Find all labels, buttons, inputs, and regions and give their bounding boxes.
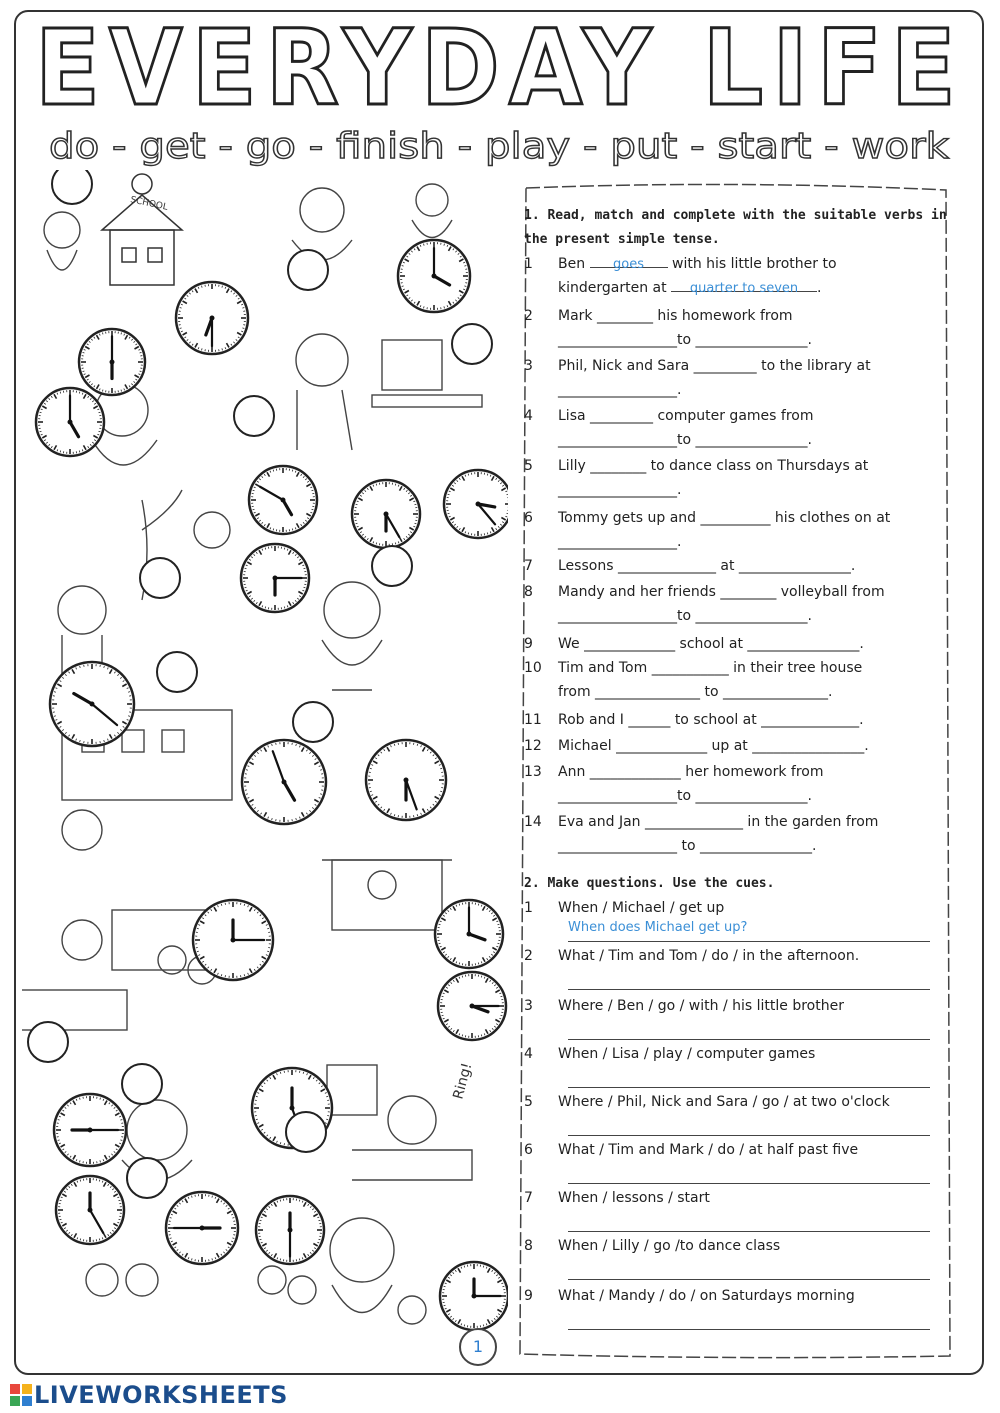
answer-field[interactable]: goes bbox=[590, 253, 668, 268]
answer-circle[interactable] bbox=[28, 1022, 68, 1062]
item-text: Lilly ________ to dance class on Thursdays at _________________. bbox=[558, 458, 869, 498]
item-number: 13 bbox=[524, 764, 542, 780]
item-text: Tim and Tom ___________ in their tree house from _______________ to _______________. bbox=[558, 660, 863, 700]
question-cue: What / Tim and Mark / do / at half past five bbox=[558, 1142, 859, 1158]
answer-line[interactable] bbox=[568, 1278, 930, 1280]
exercise-2-instruction bbox=[524, 872, 954, 896]
footer bbox=[10, 1381, 410, 1411]
clock-icon bbox=[56, 1176, 124, 1244]
item-text: Ben goes with his little brother to kindergarten at quarter to seven . bbox=[558, 252, 950, 300]
answer-line[interactable] bbox=[568, 1230, 930, 1232]
verb-list bbox=[44, 124, 954, 168]
answer-circle[interactable] bbox=[157, 652, 197, 692]
title-text: EVERYDAY LIFE bbox=[35, 12, 965, 122]
item-number: 8 bbox=[524, 584, 533, 600]
item-text: Michael _____________ up at ________________. bbox=[558, 738, 869, 754]
clock-icon bbox=[440, 1262, 508, 1330]
item-number: 5 bbox=[524, 458, 533, 474]
item-text: Tommy gets up and __________ his clothes on at _________________. bbox=[558, 510, 891, 550]
question-cue: What / Mandy / do / on Saturdays morning bbox=[558, 1288, 855, 1304]
question-cue: When / Michael / get up bbox=[558, 900, 725, 916]
illustration-area bbox=[22, 170, 508, 1362]
clock-icon bbox=[242, 740, 326, 824]
answer-circle[interactable] bbox=[288, 250, 328, 290]
item-number: 3 bbox=[524, 358, 533, 374]
answer-circle[interactable] bbox=[293, 702, 333, 742]
clock-icon bbox=[166, 1192, 238, 1264]
clock-icon bbox=[249, 466, 317, 534]
item-text: We _____________ school at ________________. bbox=[558, 636, 864, 652]
item-number: 14 bbox=[524, 814, 542, 830]
question-cue: When / Lisa / play / computer games bbox=[558, 1046, 816, 1062]
clock-icon bbox=[193, 900, 273, 980]
item-number: 9 bbox=[524, 1288, 533, 1304]
item-text: Rob and I ______ to school at ______________. bbox=[558, 712, 864, 728]
answer-circle[interactable] bbox=[127, 1158, 167, 1198]
clock-icon bbox=[366, 740, 446, 820]
clock-icon bbox=[256, 1196, 324, 1264]
item-text: Lessons ______________ at ________________. bbox=[558, 558, 856, 574]
exercise-2-instruction-text: 2. Make questions. Use the cues. bbox=[524, 876, 775, 891]
answer-circle[interactable] bbox=[286, 1112, 326, 1152]
liveworksheets-brand: LIVEWORKSHEETS bbox=[34, 1381, 288, 1409]
ring-text: Ring! bbox=[450, 1061, 476, 1102]
clock-icon bbox=[438, 972, 506, 1040]
item-number: 2 bbox=[524, 308, 533, 324]
question-cue: What / Tim and Tom / do / in the afternoon. bbox=[558, 948, 860, 964]
exercise-1-instruction-line1: 1. Read, match and complete with the suitable verbs in bbox=[524, 208, 947, 223]
school-building-sketch bbox=[102, 174, 182, 285]
item-text: Phil, Nick and Sara _________ to the library at _________________. bbox=[558, 358, 871, 398]
item-number: 2 bbox=[524, 948, 533, 964]
item-number: 4 bbox=[524, 1046, 533, 1062]
answer-circle[interactable] bbox=[234, 396, 274, 436]
item-number: 9 bbox=[524, 636, 533, 652]
answer-circle[interactable] bbox=[140, 558, 180, 598]
exercise-1-instruction bbox=[524, 204, 954, 252]
item-number: 1 bbox=[524, 256, 533, 272]
clock-icon bbox=[176, 282, 248, 354]
answer-line[interactable] bbox=[568, 1134, 930, 1136]
item-number: 7 bbox=[524, 1190, 533, 1206]
answer-line[interactable] bbox=[568, 1182, 930, 1184]
item-number: 6 bbox=[524, 510, 533, 526]
question-cue: Where / Ben / go / with / his little brother bbox=[558, 998, 844, 1014]
answer-circle[interactable] bbox=[52, 170, 92, 204]
item-number: 1 bbox=[524, 900, 533, 916]
question-cue: When / lessons / start bbox=[558, 1190, 710, 1206]
item-number: 12 bbox=[524, 738, 542, 754]
verb-list-text: do - get - go - finish - play - put - start - work bbox=[49, 126, 950, 167]
page-number: 1 bbox=[459, 1328, 497, 1366]
exercise-panel bbox=[514, 180, 956, 1362]
item-text: Mark ________ his homework from _________________to ________________. bbox=[558, 308, 812, 348]
answer-circle[interactable] bbox=[452, 324, 492, 364]
clock-icon bbox=[352, 480, 420, 548]
answer-circle[interactable] bbox=[372, 546, 412, 586]
clock-icon bbox=[398, 240, 470, 312]
answer-line[interactable] bbox=[568, 1328, 930, 1330]
clock-icon bbox=[36, 388, 104, 456]
item-number: 10 bbox=[524, 660, 542, 676]
item-text: Mandy and her friends ________ volleyball from _________________to ________________. bbox=[558, 584, 885, 624]
clock-icon bbox=[444, 470, 508, 538]
clock-icon bbox=[50, 662, 134, 746]
item-number: 8 bbox=[524, 1238, 533, 1254]
clock-icon bbox=[79, 329, 145, 395]
question-cue: Where / Phil, Nick and Sara / go / at two o'clock bbox=[558, 1094, 890, 1110]
answer-circle[interactable] bbox=[122, 1064, 162, 1104]
item-number: 6 bbox=[524, 1142, 533, 1158]
item-number: 4 bbox=[524, 408, 533, 424]
answer-field[interactable]: quarter to seven bbox=[671, 277, 817, 292]
answer-line[interactable] bbox=[568, 940, 930, 942]
item-number: 5 bbox=[524, 1094, 533, 1110]
item-number: 7 bbox=[524, 558, 533, 574]
school-sign: SCHOOL bbox=[129, 195, 169, 213]
liveworksheets-logo-icon bbox=[10, 1384, 32, 1406]
answer-line[interactable] bbox=[568, 1038, 930, 1040]
question-cue: When / Lilly / go /to dance class bbox=[558, 1238, 781, 1254]
item-text: Lisa _________ computer games from _________________to ________________. bbox=[558, 408, 814, 448]
item-number: 11 bbox=[524, 712, 542, 728]
worksheet-title bbox=[22, 12, 978, 122]
answer-text[interactable]: When does Michael get up? bbox=[568, 920, 748, 935]
clock-icon bbox=[241, 544, 309, 612]
answer-line[interactable] bbox=[568, 1086, 930, 1088]
answer-line[interactable] bbox=[568, 988, 930, 990]
clock-icon bbox=[54, 1094, 126, 1166]
clock-icon bbox=[435, 900, 503, 968]
exercise-1-instruction-line2: the present simple tense. bbox=[524, 232, 720, 247]
item-number: 3 bbox=[524, 998, 533, 1014]
item-text: Ann _____________ her homework from _________________to ________________. bbox=[558, 764, 824, 804]
item-text: Eva and Jan ______________ in the garden from _________________ to ________________. bbox=[558, 814, 879, 854]
